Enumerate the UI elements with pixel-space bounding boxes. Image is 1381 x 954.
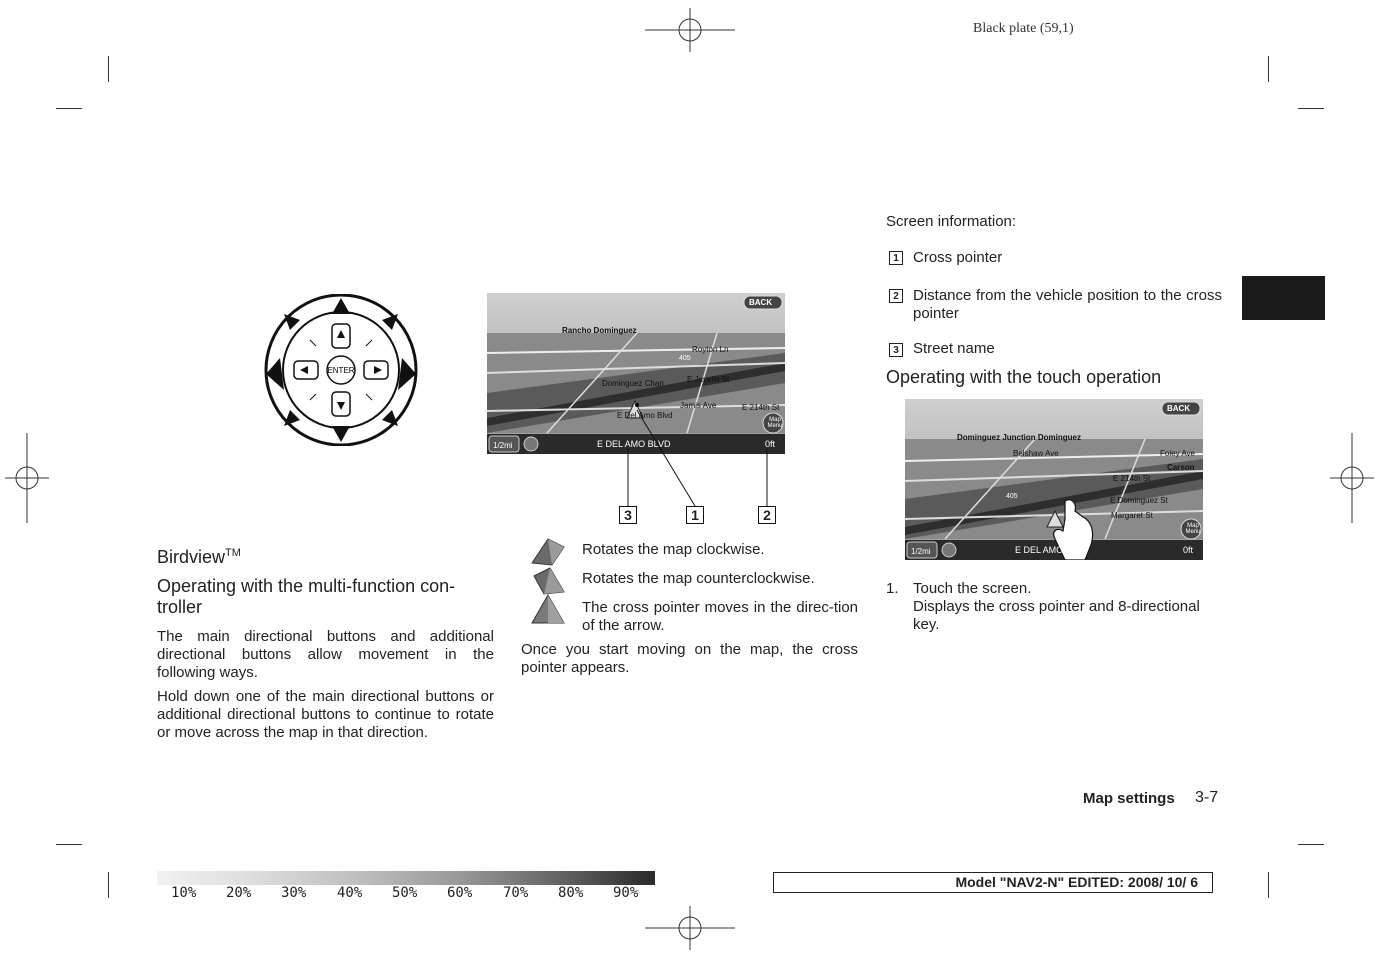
registration-mark-right [1330,433,1374,523]
registration-mark-bottom [645,906,735,950]
map-menu-button[interactable]: Map Menu [767,417,783,429]
touch-map-street-label: Belshaw Ave [1013,449,1059,458]
hold-down-paragraph: Hold down one of the main directional buttons or additional directional buttons to continue to rotate or move across the map in that direction. [157,688,494,741]
rotate-clockwise-icon [530,535,566,567]
model-edited-label: Model "NAV2-N" EDITED: 2008/ 10/ 6 [955,874,1198,890]
info-item-1-text: Cross pointer [913,249,1003,266]
touch-map-area-label: Dominguez Junction Dominguez [957,433,1081,442]
map-street-label: E Javelin St [687,375,730,384]
multi-function-subheading: Operating with the multi-function con-troller [157,576,456,617]
map-street-label: Jamis Ave [680,401,717,410]
info-item-3-text: Street name [913,340,995,357]
callout-lines [487,400,787,510]
intro-paragraph: The main directional buttons and additional directional buttons allow movement in the following ways. [157,628,494,681]
percent-label: 40% [337,885,363,901]
map-distance: 0ft [765,439,776,449]
touch-map-back-button[interactable]: BACK [1167,404,1191,413]
touch-map-street-label: Margaret St [1111,511,1153,520]
percent-label: 50% [392,885,418,901]
touch-map-street-label: E 214th St [1113,474,1151,483]
rotate-counterclockwise-icon [530,564,566,596]
percent-label: 60% [447,885,473,901]
callout-distance: 2 [758,506,776,524]
percent-label: 70% [503,885,529,901]
section-name: Map settings [1083,790,1175,807]
registration-mark-left [5,433,49,523]
touch-map-shield-label: 405 [1006,493,1018,500]
map-street-label: E 214th St [742,403,780,412]
touch-map-distance: 0ft [1183,545,1194,555]
touch-map-street-label: E Dominguez St [1110,496,1168,505]
screen-information-title: Screen information: [886,213,1017,230]
map-street-label: Royton Ln [692,345,729,354]
info-item-3-number: 3 [889,340,903,358]
map-back-button[interactable]: BACK [749,298,773,307]
multi-function-controller-icon [262,294,420,446]
touch-map-area-label: Carson [1167,463,1195,472]
step-number: 1. [886,580,899,597]
rotate-counterclockwise-text: Rotates the map counterclockwise. [582,570,815,587]
touch-map-screen [905,399,1203,560]
percent-label: 90% [613,885,639,901]
percent-label: 20% [226,885,252,901]
map-street-label: E Del Amo Blvd [617,411,673,420]
model-edited-box [773,872,1213,893]
rotate-clockwise-text: Rotates the map clockwise. [582,541,765,558]
cross-pointer-text: The cross pointer moves in the direc-tion of the arrow. [582,599,858,634]
map-area-label: Rancho Dominguez [562,326,637,335]
map-scale-button[interactable]: 1/2mi [493,441,513,450]
page-number: 3-7 [1195,789,1219,806]
touch-map-street-name: E DEL AMO [1015,545,1064,555]
enter-label: ENTER [327,366,355,375]
info-item-1-number: 1 [889,248,903,266]
cross-pointer-appears-paragraph: Once you start moving on the map, the cross pointer appears. [521,641,858,676]
map-street-name: E DEL AMO BLVD [597,439,671,449]
touch-map-scale-button[interactable]: 1/2mi [911,547,931,556]
info-item-2-number: 2 [889,286,903,304]
step-title: Touch the screen. [913,580,1032,597]
plate-label: Black plate (59,1) [973,21,1074,36]
percent-label: 10% [171,885,197,901]
info-item-2-text: Distance from the vehicle position to the cross pointer [913,287,1222,322]
percent-label: 80% [558,885,584,901]
cross-pointer-arrow-icon [530,593,566,625]
registration-mark-top [645,8,735,52]
color-calibration-bar [157,871,655,885]
touch-map-street-label: Foley Ave [1160,449,1195,458]
callout-cross-pointer: 1 [686,506,704,524]
step-description: Displays the cross pointer and 8-directional key. [913,598,1200,633]
map-street-label: Dominguez Chan [602,379,664,388]
percent-label: 30% [281,885,307,901]
touch-map-menu-button[interactable]: Map Menu [1185,523,1201,535]
birdview-title: Birdview™ [157,547,241,567]
map-shield-label: 405 [679,355,691,362]
callout-street-name: 3 [619,506,637,524]
touch-operation-heading: Operating with the touch operation [886,367,1162,387]
chapter-tab [1242,276,1325,320]
